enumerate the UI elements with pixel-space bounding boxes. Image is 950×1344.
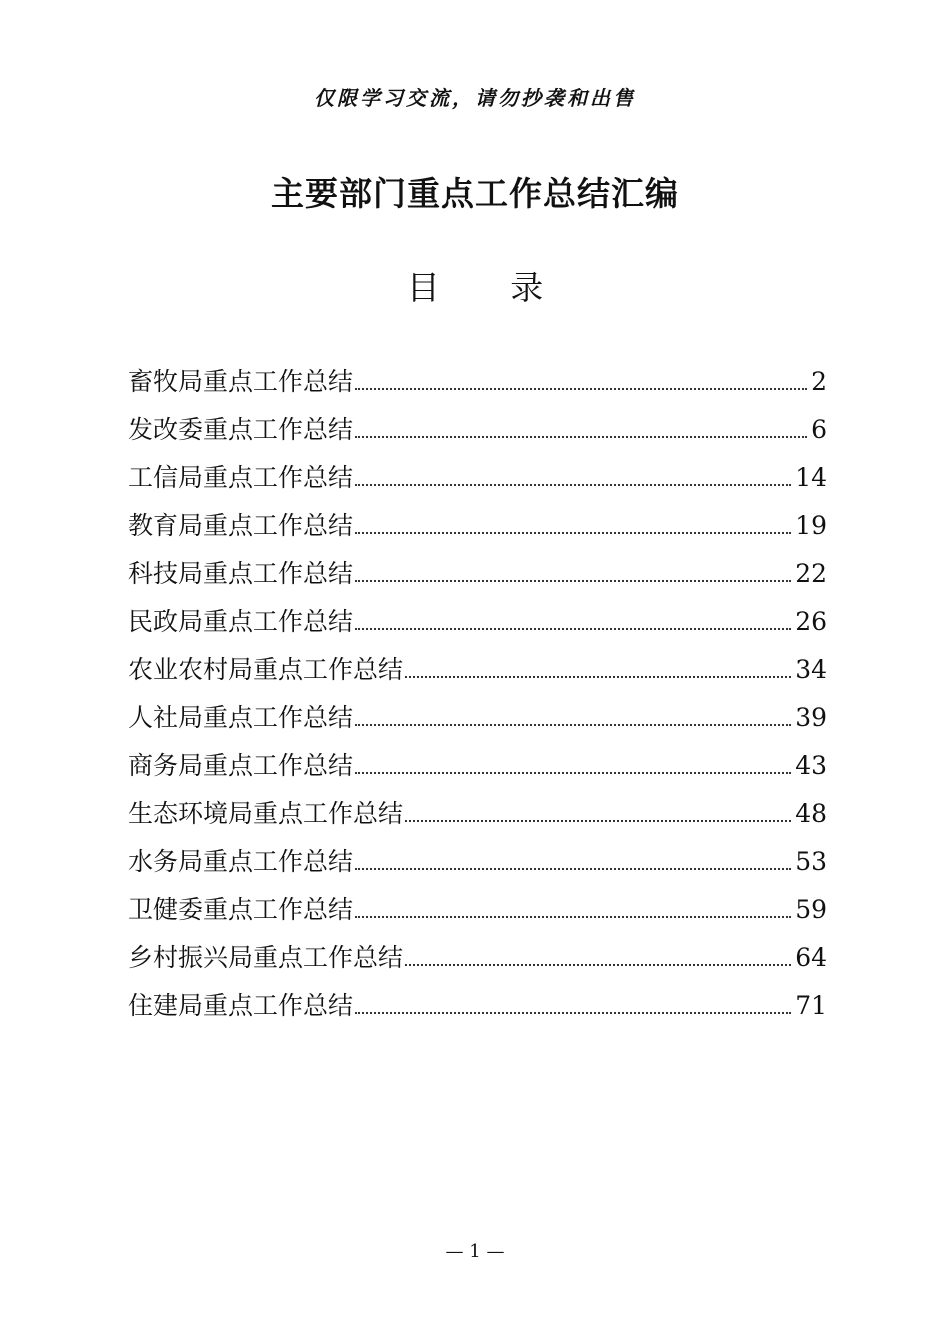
toc-entry[interactable] xyxy=(128,742,827,790)
toc-leader-dots xyxy=(355,484,791,486)
toc-entry[interactable] xyxy=(128,886,827,934)
toc-entry[interactable] xyxy=(128,790,827,838)
toc-entry[interactable] xyxy=(128,646,827,694)
toc-entry[interactable] xyxy=(128,838,827,886)
toc-entry-page: 39 xyxy=(795,703,827,732)
toc-leader-dots xyxy=(355,1012,791,1014)
toc-entry-page: 6 xyxy=(811,415,827,444)
toc-entry[interactable] xyxy=(128,982,827,1030)
toc-entry-page: 14 xyxy=(795,463,827,492)
toc-heading-text: 目 录 xyxy=(406,268,574,307)
toc-entry-title: 水务局重点工作总结 xyxy=(128,847,354,876)
toc-entry-page: 2 xyxy=(811,367,827,396)
toc-leader-dots xyxy=(355,388,807,390)
toc-entry-page: 53 xyxy=(795,847,827,876)
document-title: 主要部门重点工作总结汇编 xyxy=(271,174,679,213)
toc-entry-title: 教育局重点工作总结 xyxy=(128,511,354,540)
toc-leader-dots xyxy=(355,868,791,870)
toc-entry-title: 生态环境局重点工作总结 xyxy=(128,799,404,828)
copyright-notice: 仅限学习交流，请勿抄袭和出售 xyxy=(314,86,636,110)
toc-entry-page: 71 xyxy=(795,991,827,1020)
toc-entry-page: 59 xyxy=(795,895,827,924)
toc-entry-page: 19 xyxy=(795,511,827,540)
toc-leader-dots xyxy=(355,916,791,918)
toc-entry-title: 发改委重点工作总结 xyxy=(128,415,354,444)
toc-leader-dots xyxy=(355,532,791,534)
toc-entry-title: 民政局重点工作总结 xyxy=(128,607,354,636)
toc-entry[interactable] xyxy=(128,694,827,742)
toc-entry-page: 48 xyxy=(795,799,827,828)
toc-entry-title: 工信局重点工作总结 xyxy=(128,463,354,492)
toc-entry-page: 34 xyxy=(795,655,827,684)
toc-entry-title: 人社局重点工作总结 xyxy=(128,703,354,732)
toc-leader-dots xyxy=(355,628,791,630)
toc-leader-dots xyxy=(355,580,791,582)
page-number-footer: — 1 — xyxy=(445,1241,505,1262)
toc-leader-dots xyxy=(355,724,791,726)
toc-entry-page: 64 xyxy=(795,943,827,972)
toc-leader-dots xyxy=(405,820,791,822)
toc-leader-dots xyxy=(405,676,791,678)
table-of-contents xyxy=(128,358,827,1030)
toc-entry-page: 22 xyxy=(795,559,827,588)
toc-entry-page: 26 xyxy=(795,607,827,636)
toc-entry[interactable] xyxy=(128,502,827,550)
toc-entry-title: 住建局重点工作总结 xyxy=(128,991,354,1020)
toc-entry[interactable] xyxy=(128,358,827,406)
toc-leader-dots xyxy=(355,436,807,438)
toc-entry[interactable] xyxy=(128,454,827,502)
toc-leader-dots xyxy=(405,964,791,966)
toc-entry[interactable] xyxy=(128,550,827,598)
toc-entry-title: 农业农村局重点工作总结 xyxy=(128,655,404,684)
toc-entry-page: 43 xyxy=(795,751,827,780)
toc-entry-title: 畜牧局重点工作总结 xyxy=(128,367,354,396)
toc-entry-title: 商务局重点工作总结 xyxy=(128,751,354,780)
toc-entry[interactable] xyxy=(128,406,827,454)
toc-entry[interactable] xyxy=(128,934,827,982)
toc-entry-title: 科技局重点工作总结 xyxy=(128,559,354,588)
toc-entry-title: 卫健委重点工作总结 xyxy=(128,895,354,924)
toc-entry-title: 乡村振兴局重点工作总结 xyxy=(128,943,404,972)
toc-entry[interactable] xyxy=(128,598,827,646)
toc-leader-dots xyxy=(355,772,791,774)
toc-heading xyxy=(0,262,950,309)
